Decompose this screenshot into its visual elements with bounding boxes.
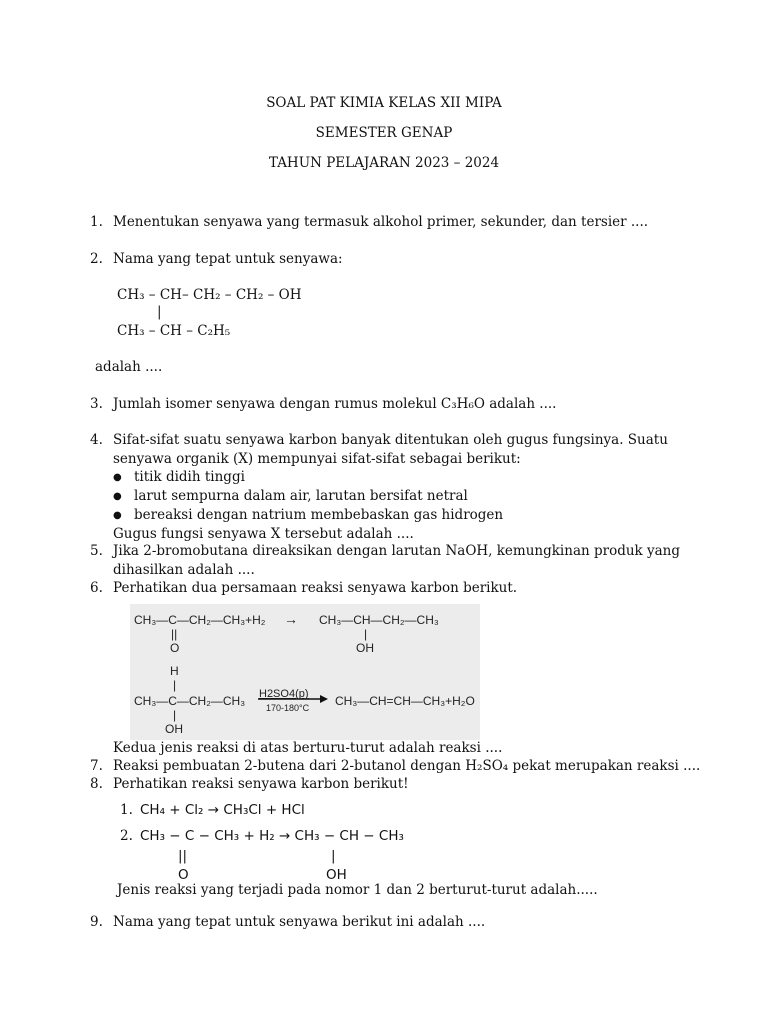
bullet-icon: ●: [113, 491, 122, 502]
q8-closing: Jenis reaksi yang terjadi pada nomor 1 dan 2 berturut-turut adalah.....: [117, 882, 598, 898]
q2-suffix: adalah ....: [95, 359, 163, 375]
question-5-line2: dihasilkan adalah ....: [113, 562, 255, 578]
q8-equation-2: CH₃ − C − CH₃ + H₂ → CH₃ − CH − CH₃: [140, 828, 404, 844]
question-7-number: 7.: [90, 758, 103, 774]
q2-branch-bond: |: [157, 304, 162, 320]
q6-closing: Kedua jenis reaksi di atas berturu-turut adalah reaksi ....: [113, 740, 503, 756]
question-5-line1: Jika 2-bromobutana direaksikan dengan larutan NaOH, kemungkinan produk yang: [113, 543, 681, 559]
q4-closing: Gugus fungsi senyawa X tersebut adalah ....: [113, 526, 414, 542]
bullet-icon: ●: [113, 510, 122, 521]
header-semester: SEMESTER GENAP: [315, 125, 453, 141]
q2-main-chain: CH₃ – CH– CH₂ – CH₂ – OH: [117, 287, 302, 303]
r2-hydrogen: H: [170, 664, 179, 678]
r2-top-bond: |: [173, 678, 177, 692]
question-1-text: Menentukan senyawa yang termasuk alkohol primer, sekunder, dan tersier ....: [113, 214, 649, 230]
r2-bottom-bond: |: [173, 708, 177, 722]
q4-bullet-3: bereaksi dengan natrium membebaskan gas hidrogen: [134, 507, 504, 523]
question-8-text: Perhatikan reaksi senyawa karbon berikut!: [113, 776, 409, 792]
question-3-number: 3.: [90, 396, 103, 412]
r1-product: CH₃—CH—CH₂—CH₃: [319, 613, 439, 627]
r1-hydroxyl: OH: [356, 641, 374, 655]
r2-catalyst: H2SO4(p): [259, 688, 309, 700]
r1-double-bond: ||: [171, 627, 178, 641]
r1-reactant: CH₃—C—CH₂—CH₃+H₂: [134, 613, 266, 627]
r2-reactant: CH₃—C—CH₂—CH₃: [134, 694, 246, 708]
question-6-text: Perhatikan dua persamaan reaksi senyawa karbon berikut.: [113, 580, 518, 596]
q2-branch-chain: CH₃ – CH – C₂H₅: [117, 323, 231, 339]
q8-double-bond: ||: [178, 848, 188, 864]
q8-single-bond: |: [331, 848, 336, 864]
arrow-right-icon: →: [284, 611, 298, 627]
r2-product: CH₃—CH=CH—CH₃+H₂O: [335, 694, 475, 708]
r1-oxygen: O: [170, 641, 180, 655]
question-2-text: Nama yang tepat untuk senyawa:: [113, 251, 343, 267]
q8-eq2-number: 2.: [120, 828, 133, 844]
q4-bullet-1: titik didih tinggi: [134, 469, 245, 485]
question-6-number: 6.: [90, 580, 103, 596]
q4-bullet-2: larut sempurna dalam air, larutan bersifat netral: [134, 488, 468, 504]
q8-oxygen: O: [178, 867, 189, 883]
question-4-number: 4.: [90, 432, 103, 448]
question-3-text: Jumlah isomer senyawa dengan rumus molekul C₃H₆O adalah ....: [113, 396, 557, 412]
question-5-number: 5.: [90, 543, 103, 559]
r2-temperature: 170-180°C: [266, 703, 310, 713]
question-9-number: 9.: [90, 914, 103, 930]
question-2-number: 2.: [90, 251, 103, 267]
question-1-number: 1.: [90, 214, 103, 230]
q8-equation-1: CH₄ + Cl₂ → CH₃Cl + HCl: [140, 802, 305, 818]
q8-eq1-number: 1.: [120, 802, 133, 818]
question-7-text: Reaksi pembuatan 2-butena dari 2-butanol dengan H₂SO₄ pekat merupakan reaksi ....: [113, 758, 701, 774]
question-9-text: Nama yang tepat untuk senyawa berikut ini adalah ....: [113, 914, 486, 930]
q8-hydroxyl: OH: [326, 867, 347, 883]
question-4-line1: Sifat-sifat suatu senyawa karbon banyak ditentukan oleh gugus fungsinya. Suatu: [113, 432, 668, 448]
header-title: SOAL PAT KIMIA KELAS XII MIPA: [266, 95, 502, 111]
r1-single-bond: |: [364, 627, 368, 641]
question-8-number: 8.: [90, 776, 103, 792]
r2-hydroxyl: OH: [165, 722, 183, 736]
bullet-icon: ●: [113, 472, 122, 483]
question-4-line2: senyawa organik (X) mempunyai sifat-sifat sebagai berikut:: [113, 451, 521, 467]
header-year: TAHUN PELAJARAN 2023 – 2024: [268, 155, 500, 171]
